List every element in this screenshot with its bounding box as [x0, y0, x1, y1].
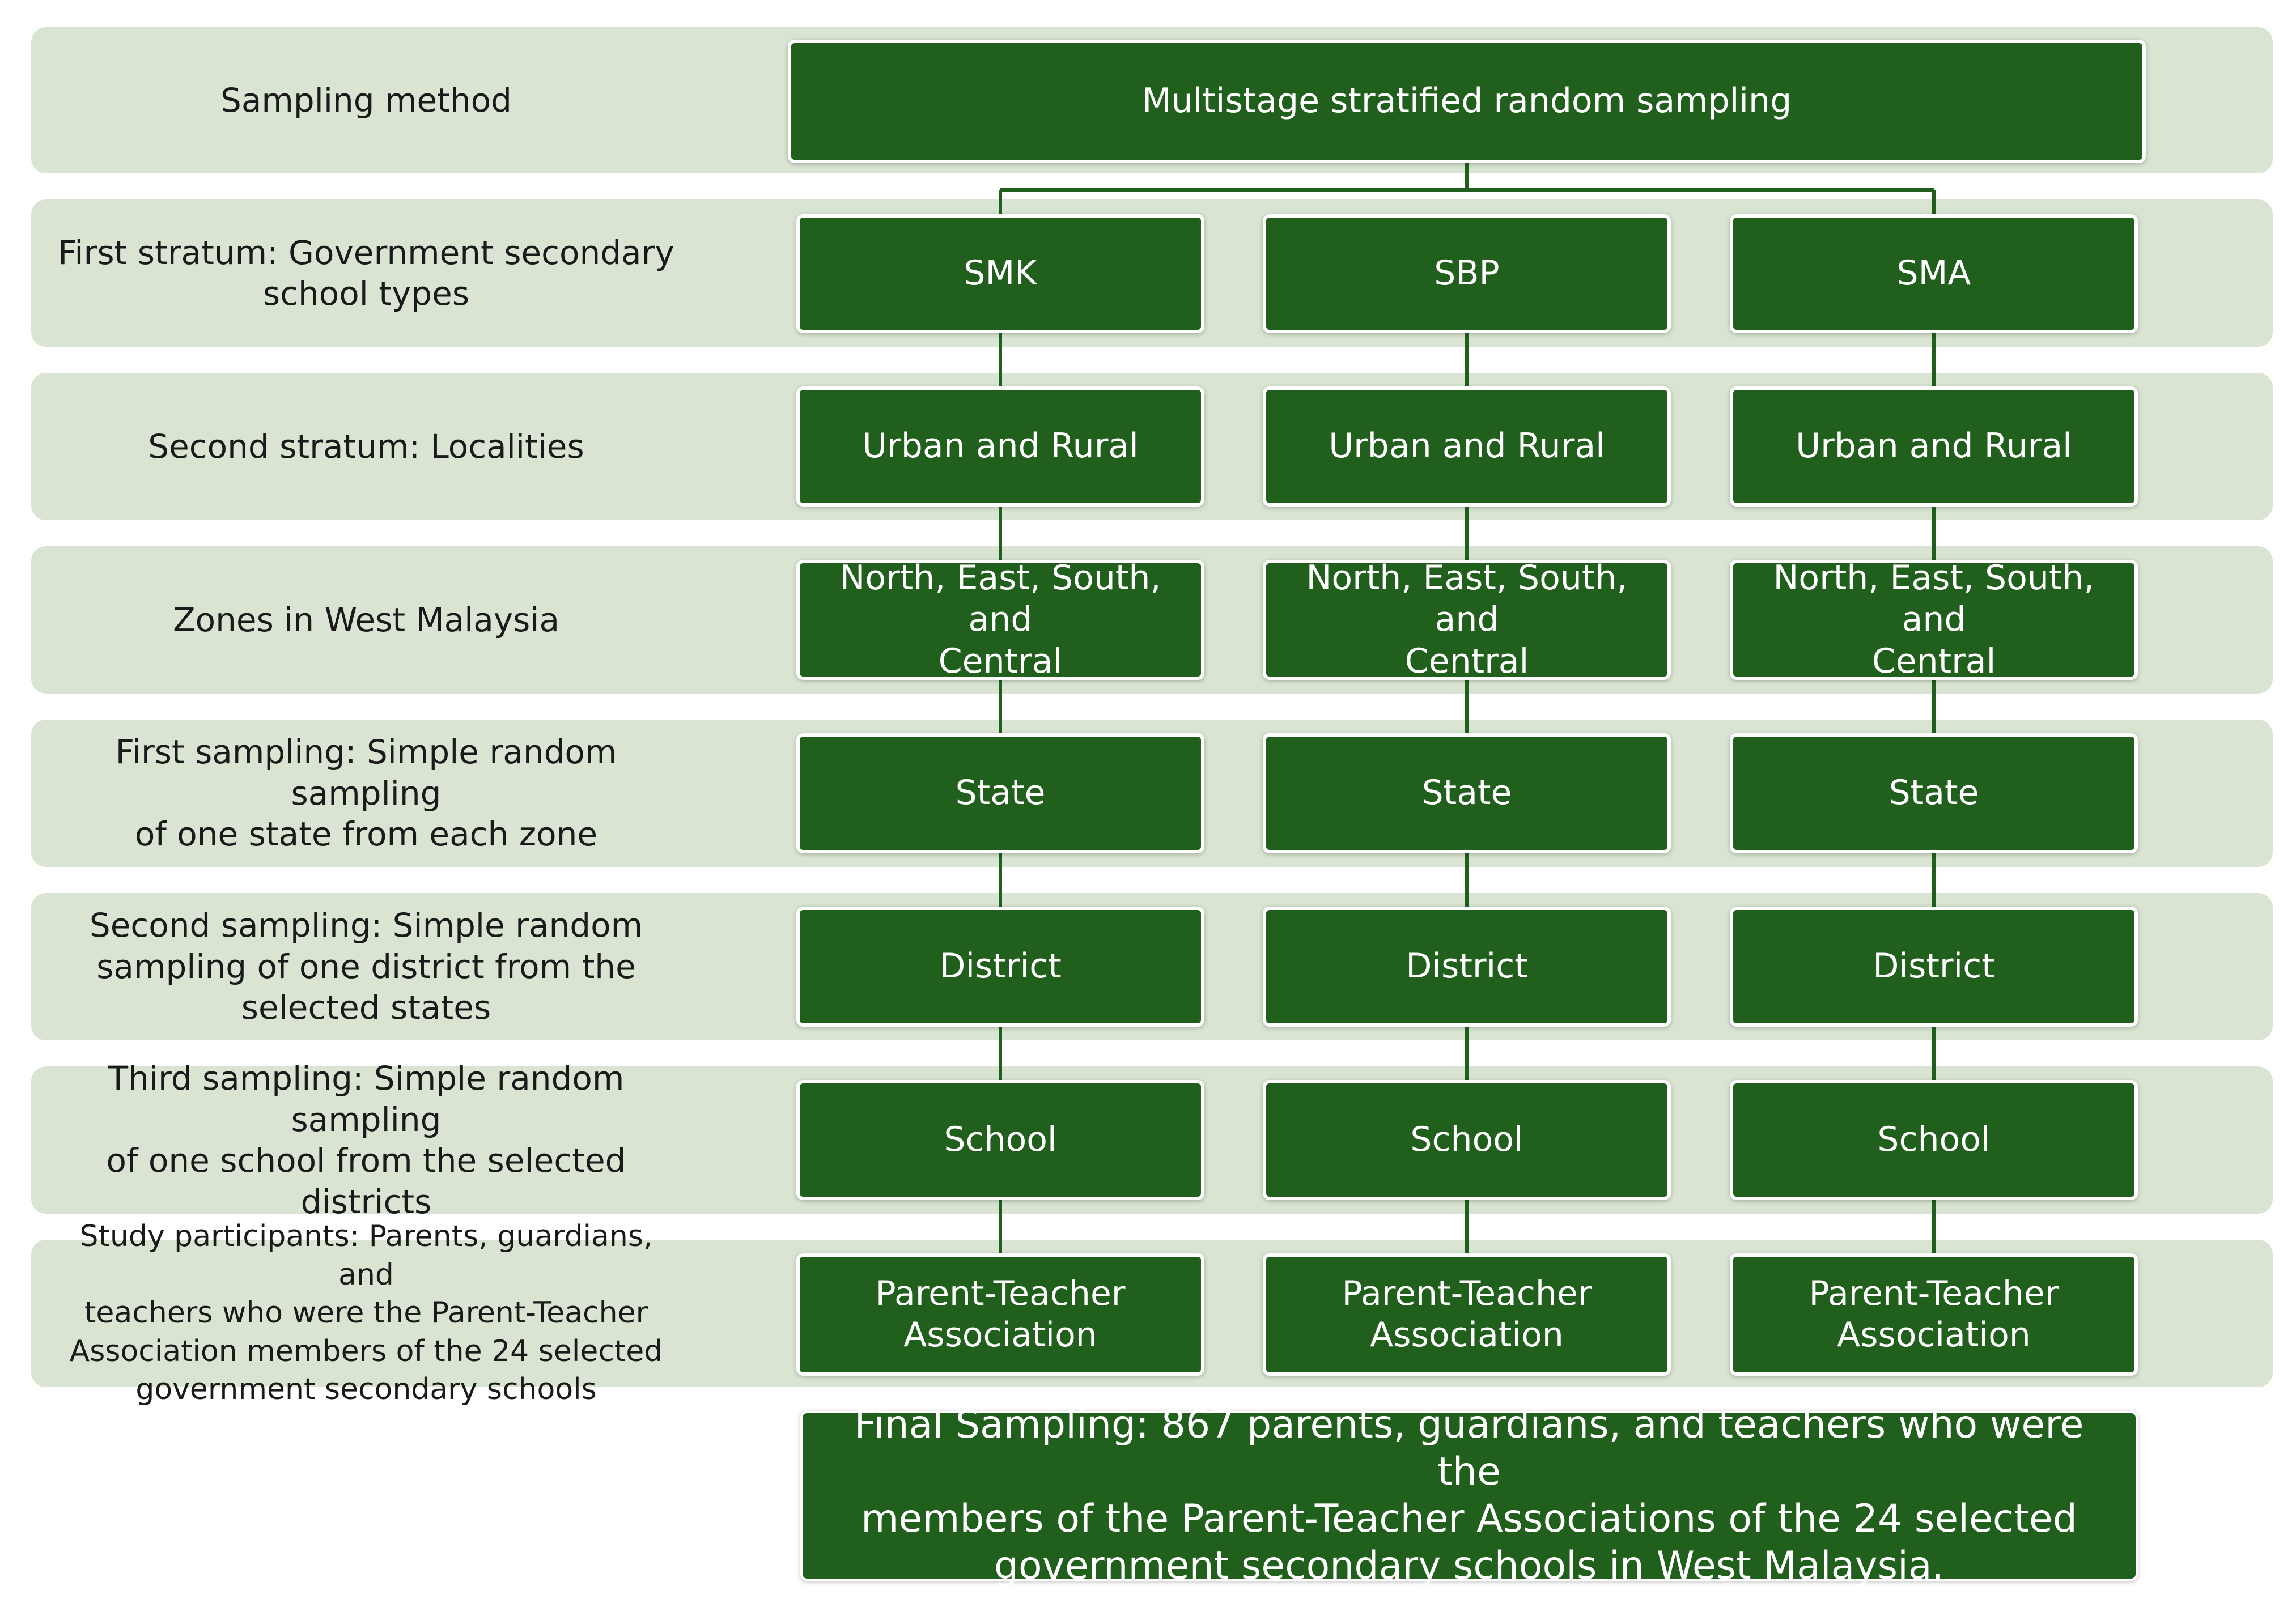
box-final-sampling: Final Sampling: 867 parents, guardians, and teachers who were the members of the Parent-Teacher Associations of the 24 selected government secondary schools in West Malaysia. — [800, 1411, 2138, 1581]
box-school-type-sma: SMA — [1730, 214, 2138, 333]
box-pta-1: Parent-Teacher Association — [796, 1253, 1204, 1376]
box-pta-2: Parent-Teacher Association — [1263, 1253, 1671, 1376]
label-second-sampling: Second sampling: Simple random sampling of one district from the selected states — [89, 906, 643, 1027]
box-pta-3: Parent-Teacher Association — [1730, 1253, 2138, 1376]
box-state-2: State — [1263, 733, 1671, 853]
box-locality-3: Urban and Rural — [1730, 386, 2138, 507]
box-zones-3: North, East, South, and Central — [1730, 560, 2138, 680]
box-school-2: School — [1263, 1080, 1671, 1200]
box-zones-1: North, East, South, and Central — [796, 560, 1204, 680]
box-state-3: State — [1730, 733, 2138, 853]
box-locality-1: Urban and Rural — [796, 386, 1204, 507]
box-school-3: School — [1730, 1080, 2138, 1200]
box-school-type-sbp: SBP — [1263, 214, 1671, 333]
box-district-1: District — [796, 907, 1204, 1027]
label-study-participants: Study participants: Parents, guardians, and teachers who were the Parent-Teacher Association members of the 24 selected government secondary schools — [69, 1219, 663, 1407]
label-first-stratum: First stratum: Government secondary school types — [58, 233, 674, 313]
box-state-1: State — [796, 733, 1204, 853]
label-first-sampling: First sampling: Simple random sampling of one state from each zone — [115, 733, 617, 854]
label-sampling-method: Sampling method — [220, 80, 512, 120]
box-locality-2: Urban and Rural — [1263, 386, 1671, 507]
box-zones-2: North, East, South, and Central — [1263, 560, 1671, 680]
box-district-2: District — [1263, 907, 1671, 1027]
box-school-1: School — [796, 1080, 1204, 1200]
label-zones: Zones in West Malaysia — [172, 600, 560, 639]
box-multistage-sampling: Multistage stratified random sampling — [788, 40, 2146, 163]
box-district-3: District — [1730, 907, 2138, 1027]
box-school-type-smk: SMK — [796, 214, 1204, 333]
label-third-sampling: Third sampling: Simple random sampling of one school from the selected districts — [106, 1059, 626, 1221]
label-second-stratum: Second stratum: Localities — [148, 427, 584, 466]
